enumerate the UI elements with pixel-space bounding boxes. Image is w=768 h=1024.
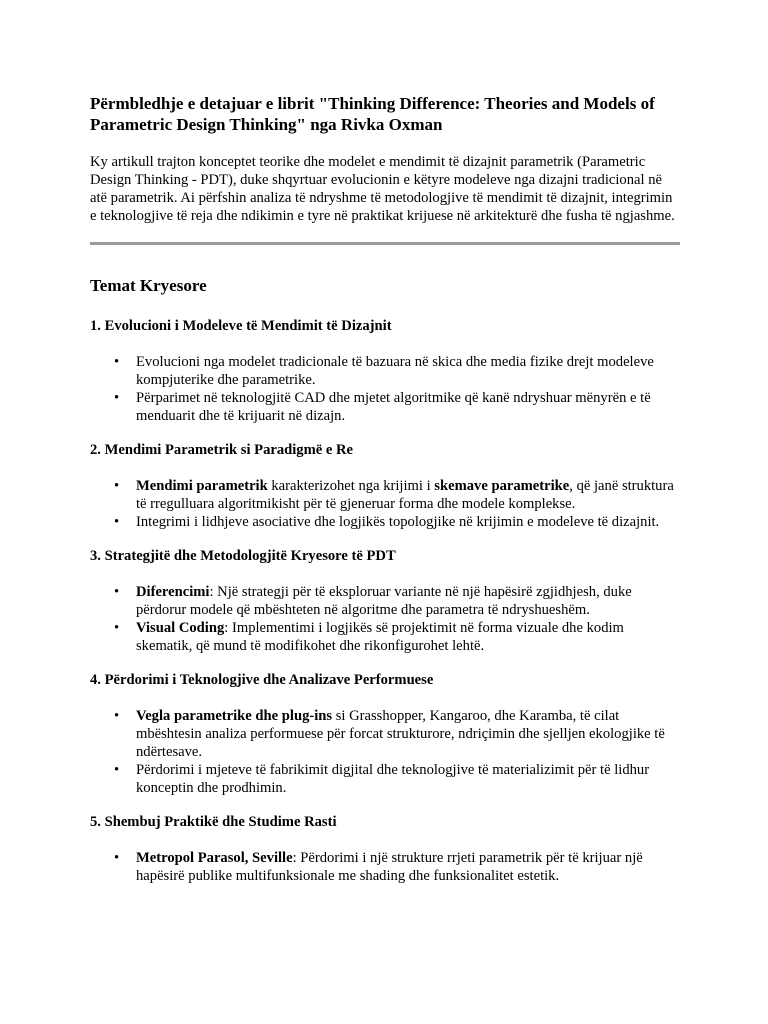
item-bold-term: Mendimi parametrik bbox=[136, 478, 268, 494]
item-bold-term: skemave parametrike bbox=[434, 478, 570, 494]
item-text: , që janë struktura të rregulluara algoritmikisht për të gjeneruar forma dhe modele komplekse. bbox=[136, 478, 674, 512]
list-item bbox=[90, 477, 680, 513]
item-bold-term: Metropol Parasol, Seville bbox=[136, 850, 293, 866]
item-text: : Përdorimi i një strukture rrjeti parametrik për të krijuar një hapësirë publike multifunksionale me shading dhe funksionalitet estetik. bbox=[136, 850, 643, 884]
item-text: : Një strategji për të eksploruar variante në një hapësirë zgjidhjesh, duke përdorur modele që mbështeten në algoritme dhe parametra të ndryshueshëm. bbox=[136, 584, 632, 618]
document-content bbox=[90, 90, 680, 901]
bullet-icon: • bbox=[114, 390, 120, 406]
item-text: : Implementimi i logjikës së projektimit në forma vizuale dhe kodim skematik, që mund të modifikohet dhe rikonfigurohet lehtë. bbox=[136, 620, 624, 654]
item-text: Përparimet në teknologjitë CAD dhe mjetet algoritmike që kanë ndryshuar mënyrën e të menduarit dhe të krijuarit në dizajn. bbox=[136, 390, 651, 424]
list-item bbox=[90, 389, 680, 425]
list-item bbox=[90, 619, 680, 655]
bullet-icon: • bbox=[114, 850, 120, 866]
item-text: si Grasshopper, Kangaroo, dhe Karamba, të cilat mbështesin analiza performuese për forcat strukturore, ndriçimin dhe sjelljen ekologjike të ndërtesave. bbox=[136, 708, 665, 760]
bullet-icon: • bbox=[114, 354, 120, 370]
document-title: Përmbledhje e detajuar e librit "Thinking Difference: Theories and Models of Parametric Design Thinking" nga Rivka Oxman bbox=[90, 94, 655, 134]
bullet-icon: • bbox=[114, 762, 120, 778]
section-heading: 5. Shembuj Praktikë dhe Studime Rasti bbox=[90, 814, 337, 830]
list-item bbox=[90, 583, 680, 619]
bullet-icon: • bbox=[114, 584, 120, 600]
bullet-list bbox=[90, 849, 680, 885]
item-bold-term: Vegla parametrike dhe plug-ins bbox=[136, 708, 333, 724]
bullet-list bbox=[90, 583, 680, 655]
bullet-icon: • bbox=[114, 620, 120, 636]
list-item bbox=[90, 761, 680, 797]
section-3 bbox=[90, 547, 680, 655]
section-heading: 2. Mendimi Parametrik si Paradigmë e Re bbox=[90, 442, 354, 458]
bullet-list bbox=[90, 353, 680, 425]
bullet-icon: • bbox=[114, 478, 120, 494]
bullet-icon: • bbox=[114, 708, 120, 724]
main-heading: Temat Kryesore bbox=[90, 276, 207, 295]
list-item bbox=[90, 707, 680, 761]
section-2 bbox=[90, 441, 680, 531]
section-5 bbox=[90, 813, 680, 885]
section-1 bbox=[90, 317, 680, 425]
bullet-icon: • bbox=[114, 514, 120, 530]
bullet-list bbox=[90, 477, 680, 531]
section-heading: 1. Evolucioni i Modeleve të Mendimit të Dizajnit bbox=[90, 318, 392, 334]
section-heading: 3. Strategjitë dhe Metodologjitë Kryesore të PDT bbox=[90, 548, 396, 564]
section-4 bbox=[90, 671, 680, 797]
item-text: Përdorimi i mjeteve të fabrikimit digjital dhe teknologjive të materializimit për të lidhur konceptin dhe prodhimin. bbox=[136, 762, 650, 796]
item-text: Integrimi i lidhjeve asociative dhe logjikës topologjike në krijimin e modeleve të dizajnit. bbox=[136, 514, 660, 530]
list-item bbox=[90, 353, 680, 389]
intro-paragraph: Ky artikull trajton konceptet teorike dhe modelet e mendimit të dizajnit parametrik (Parametric Design Thinking - PDT), duke shqyrtuar evolucionin e këtyre modeleve nga dizajni tradicional në atë parametrik. Ai përfshin analiza të ndryshme të metodologjive të mendimit të dizajnit, integrimin e teknologjive të reja dhe ndikimin e tyre në praktikat krijuese në arkitekturë dhe fusha të ngjashme. bbox=[90, 154, 675, 224]
item-bold-term: Diferencimi bbox=[136, 584, 210, 600]
bullet-list bbox=[90, 707, 680, 797]
list-item bbox=[90, 849, 680, 885]
list-item bbox=[90, 513, 680, 531]
section-divider bbox=[90, 242, 680, 245]
item-text: karakterizohet nga krijimi i bbox=[267, 478, 435, 494]
item-text: Evolucioni nga modelet tradicionale të bazuara në skica dhe media fizike drejt modeleve kompjuterike dhe parametrike. bbox=[136, 354, 654, 388]
section-heading: 4. Përdorimi i Teknologjive dhe Analizave Performuese bbox=[90, 672, 434, 688]
item-bold-term: Visual Coding bbox=[136, 620, 225, 636]
